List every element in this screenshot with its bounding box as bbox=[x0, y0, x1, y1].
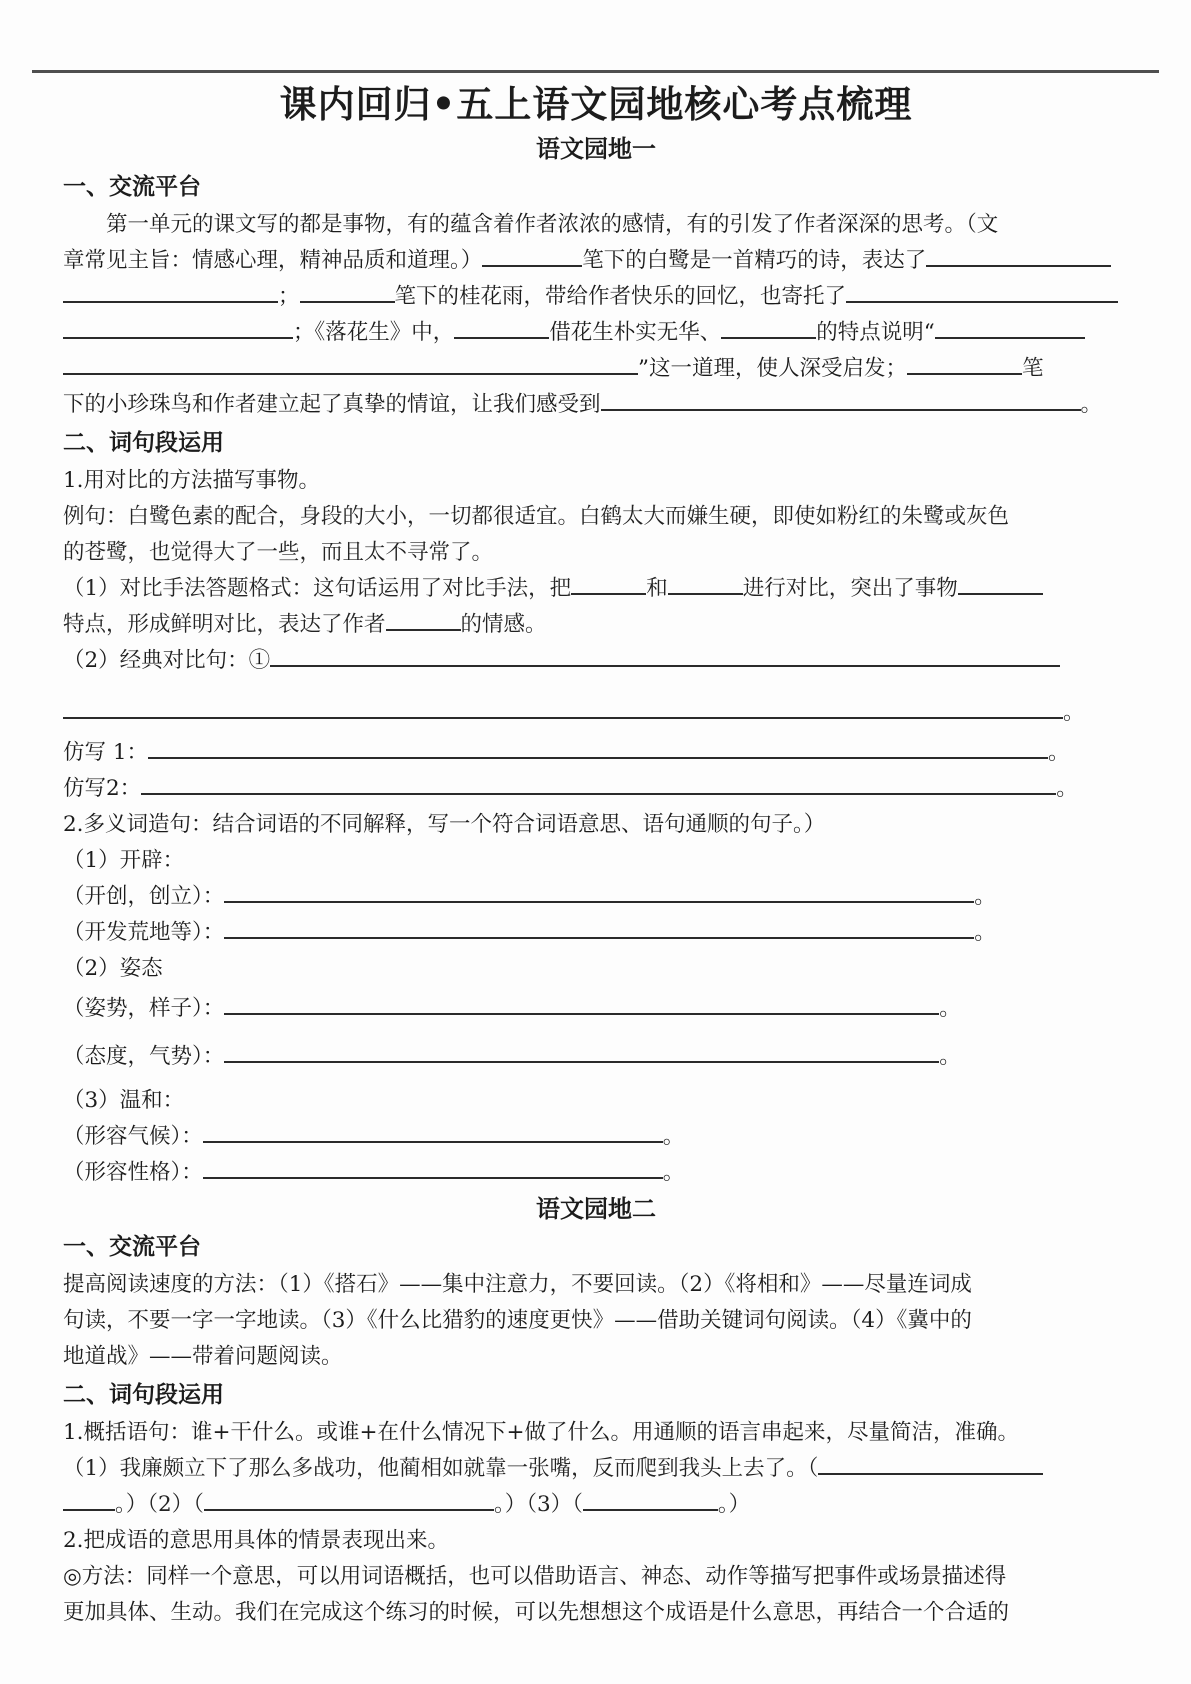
item-line bbox=[63, 571, 1129, 607]
heading-exchange-platform-1: 一、交流平台 bbox=[63, 174, 201, 200]
item-line bbox=[63, 607, 1129, 643]
item-line bbox=[63, 1083, 1129, 1119]
fill-in-blank-line bbox=[224, 918, 974, 940]
text-run: 下的小珍珠鸟和作者建立起了真挚的情谊，让我们感受到 bbox=[63, 392, 601, 417]
fill-in-blank-line bbox=[721, 318, 816, 340]
text-run: （1）对比手法答题格式：这句话运用了对比手法，把 bbox=[63, 576, 572, 601]
text-run: 地道战》——带着问题阅读。 bbox=[63, 1344, 343, 1369]
text-run: （1）我廉颇立下了那么多战功，他蔺相如就靠一张嘴，反而爬到我头上去了。（ bbox=[63, 1456, 819, 1481]
text-run: 。 bbox=[662, 1124, 685, 1149]
text-run: 。） bbox=[717, 1492, 751, 1517]
text-run: 。 bbox=[1056, 776, 1078, 801]
text-run: （形容气候）： bbox=[63, 1124, 203, 1149]
definition-line bbox=[63, 991, 1129, 1027]
fill-in-blank-line bbox=[224, 994, 939, 1016]
fill-in-blank-line bbox=[224, 1042, 939, 1064]
fill-in-blank-line bbox=[204, 1490, 494, 1512]
fill-in-blank-line bbox=[300, 282, 395, 304]
text-run: （2）姿态 bbox=[63, 956, 163, 981]
text-run: 提高阅读速度的方法：（1）《搭石》——集中注意力，不要回读。（2）《将相和》——尽量连词成 bbox=[63, 1272, 972, 1297]
text-run: 。）（3）（ bbox=[493, 1492, 583, 1517]
definition-line bbox=[63, 915, 1129, 951]
text-run: 1.概括语句：谁+干什么。或谁+在什么情况下+做了什么。用通顺的语言串起来，尽量简洁，准确。 bbox=[63, 1420, 1020, 1445]
text-run: 特点，形成鲜明对比，表达了作者 bbox=[63, 612, 386, 637]
item-line bbox=[63, 1451, 1129, 1487]
example-line bbox=[63, 499, 1129, 535]
text-run: 第一单元的课文写的都是事物，有的蕴含着作者浓浓的感情，有的引发了作者深深的思考。（文 bbox=[106, 212, 999, 237]
fill-in-blank-line bbox=[63, 354, 638, 376]
fill-in-blank-line bbox=[203, 1122, 663, 1144]
item-line bbox=[63, 843, 1129, 879]
paragraph-line bbox=[63, 1267, 1129, 1303]
definition-line bbox=[63, 1155, 1129, 1191]
text-run: 。 bbox=[1048, 740, 1070, 765]
text-run: （3）温和： bbox=[63, 1088, 185, 1113]
text-run: 。 bbox=[1080, 392, 1103, 417]
text-run: 的特点说明“ bbox=[816, 320, 935, 345]
text-run: 。 bbox=[662, 1160, 685, 1185]
paragraph-line bbox=[63, 279, 1129, 315]
imitation-line-1 bbox=[63, 735, 1129, 771]
text-run: 和 bbox=[646, 576, 668, 601]
text-run: 笔 bbox=[1022, 356, 1044, 381]
paragraph-line bbox=[63, 1303, 1129, 1339]
fill-in-blank-line bbox=[63, 282, 278, 304]
heading-exchange-platform-2: 一、交流平台 bbox=[63, 1234, 201, 1260]
text-run: 。 bbox=[974, 920, 996, 945]
text-run: 借花生朴实无华、 bbox=[549, 320, 722, 345]
text-run: （姿势，样子）： bbox=[63, 996, 225, 1021]
fill-in-blank-line bbox=[270, 646, 1060, 668]
text-run: 仿写2： bbox=[63, 776, 142, 801]
top-rule bbox=[32, 70, 1159, 73]
document-body bbox=[0, 79, 1191, 1631]
item-line bbox=[63, 643, 1129, 679]
item-line bbox=[63, 1523, 1129, 1559]
fill-in-blank-line bbox=[601, 390, 1081, 412]
garden-2-header: 语文园地二 bbox=[536, 1195, 656, 1223]
text-run: （态度，气势）： bbox=[63, 1044, 225, 1069]
text-run: 仿写 1： bbox=[63, 740, 149, 765]
item-line bbox=[63, 1487, 1129, 1523]
fill-in-blank-line bbox=[63, 318, 293, 340]
page-title: 课内回归•五上语文园地核心考点梳理 bbox=[279, 83, 913, 126]
item-line bbox=[63, 1415, 1129, 1451]
text-run: 。 bbox=[974, 884, 996, 909]
text-run: ◎方法：同样一个意思，可以用词语概括，也可以借助语言、神态、动作等描写把事件或场景描述得 bbox=[63, 1564, 1007, 1589]
text-run: 。 bbox=[939, 996, 961, 1021]
fill-in-blank-line bbox=[482, 246, 582, 268]
fill-in-blank-line bbox=[454, 318, 549, 340]
definition-line bbox=[63, 1119, 1129, 1155]
fill-in-blank-line bbox=[148, 738, 1048, 760]
text-run: 。 bbox=[939, 1044, 961, 1069]
fill-in-blank-line bbox=[571, 574, 646, 596]
fill-in-blank-line bbox=[63, 1490, 115, 1512]
example-line bbox=[63, 535, 1129, 571]
heading-word-sentence-usage-1: 二、词句段运用 bbox=[63, 430, 224, 456]
fill-in-blank-line bbox=[818, 1454, 1043, 1476]
text-run: 进行对比，突出了事物 bbox=[742, 576, 958, 601]
item-line bbox=[63, 951, 1129, 987]
text-run: 1.用对比的方法描写事物。 bbox=[63, 468, 321, 493]
fill-in-blank-line bbox=[583, 1490, 718, 1512]
item-line bbox=[63, 807, 1129, 843]
text-run: 的苍鹭，也觉得大了一些，而且太不寻常了。 bbox=[63, 540, 494, 565]
imitation-line-2 bbox=[63, 771, 1129, 807]
blank-line bbox=[63, 695, 1129, 731]
fill-in-blank-line bbox=[63, 698, 1063, 720]
text-run: 的情感。 bbox=[460, 612, 547, 637]
text-run: 2.多义词造句：结合词语的不同解释，写一个符合词语意思、语句通顺的句子。） bbox=[63, 812, 826, 837]
text-run: 2.把成语的意思用具体的情景表现出来。 bbox=[63, 1528, 450, 1553]
garden-1-header: 语文园地一 bbox=[536, 135, 656, 163]
paragraph-line bbox=[63, 1339, 1129, 1375]
definition-line bbox=[63, 879, 1129, 915]
fill-in-blank-line bbox=[958, 574, 1043, 596]
text-run: （开发荒地等）： bbox=[63, 920, 225, 945]
text-run: ；《落花生》中， bbox=[293, 320, 455, 345]
definition-line bbox=[63, 1039, 1129, 1075]
paragraph-line bbox=[63, 387, 1129, 423]
fill-in-blank-line bbox=[224, 882, 974, 904]
fill-in-blank-line bbox=[846, 282, 1118, 304]
paragraph-line bbox=[63, 351, 1129, 387]
text-run: （开创，创立）： bbox=[63, 884, 225, 909]
fill-in-blank-line bbox=[907, 354, 1022, 376]
text-run: （形容性格）： bbox=[63, 1160, 203, 1185]
paragraph-line bbox=[63, 243, 1129, 279]
text-run: 例句：白鹭色素的配合，身段的大小，一切都很适宜。白鹤太大而嫌生硬，即使如粉红的朱鹭或灰色 bbox=[63, 504, 1010, 529]
text-run: ； bbox=[278, 284, 300, 309]
text-run: 笔下的桂花雨，带给作者快乐的回忆，也寄托了 bbox=[394, 284, 847, 309]
text-run: ”这一道理，使人深受启发； bbox=[638, 356, 907, 381]
text-run: 句读，不要一字一字地读。（3）《什么比猎豹的速度更快》——借助关键词句阅读。（4）《冀中的 bbox=[63, 1308, 972, 1333]
fill-in-blank-line bbox=[935, 318, 1085, 340]
text-run: 笔下的白鹭是一首精巧的诗，表达了 bbox=[582, 248, 927, 273]
item-line bbox=[63, 463, 1129, 499]
paragraph-line bbox=[63, 315, 1129, 351]
text-run: 。）（2）（ bbox=[115, 1492, 204, 1517]
method-line bbox=[63, 1559, 1129, 1595]
fill-in-blank-line bbox=[141, 774, 1056, 796]
heading-word-sentence-usage-2: 二、词句段运用 bbox=[63, 1382, 224, 1408]
fill-in-blank-line bbox=[668, 574, 743, 596]
text-run: （2）经典对比句：① bbox=[63, 648, 271, 673]
text-run: （1）开辟： bbox=[63, 848, 185, 873]
fill-in-blank-line bbox=[386, 610, 461, 632]
fill-in-blank-line bbox=[926, 246, 1111, 268]
method-line bbox=[63, 1595, 1129, 1631]
text-run: 。 bbox=[1063, 700, 1085, 725]
paragraph-line bbox=[63, 207, 1129, 243]
fill-in-blank-line bbox=[203, 1158, 663, 1180]
text-run: 更加具体、生动。我们在完成这个练习的时候，可以先想想这个成语是什么意思，再结合一个合适的 bbox=[63, 1600, 1010, 1625]
text-run: 章常见主旨：情感心理，精神品质和道理。） bbox=[63, 248, 483, 273]
